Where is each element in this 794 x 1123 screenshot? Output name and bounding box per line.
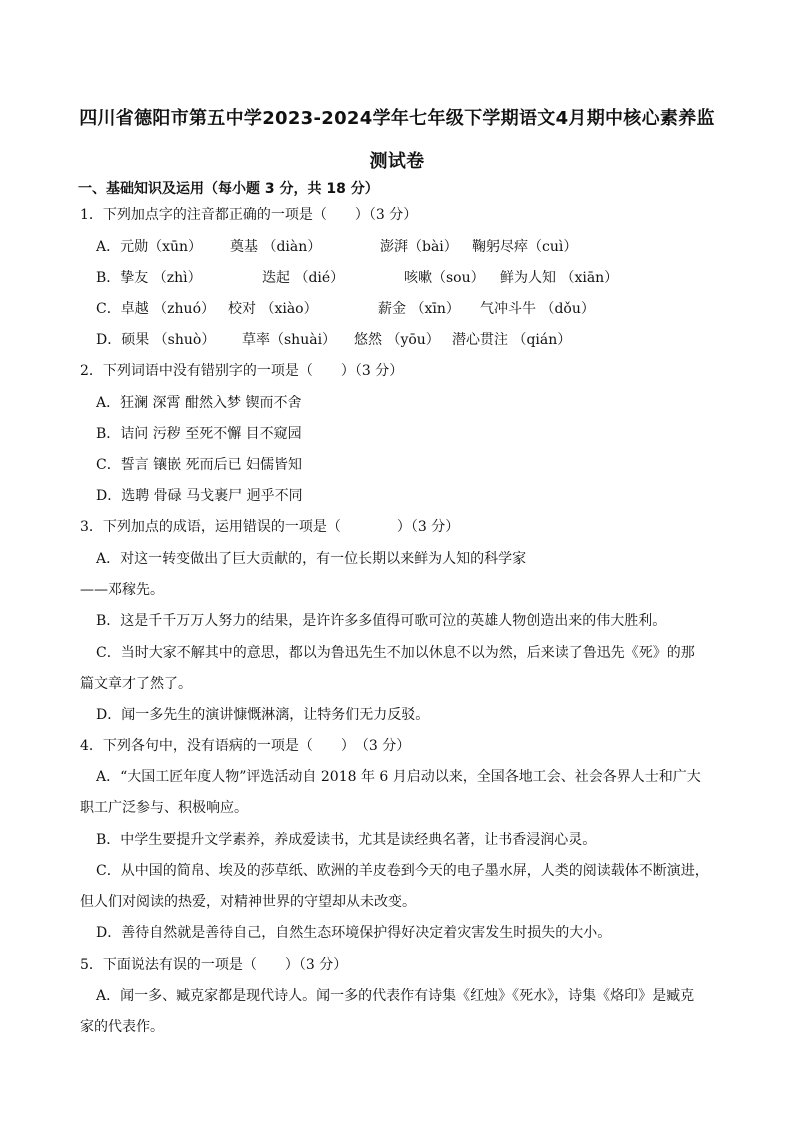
question-4-option-d: D．善待自然就是善待自己，自然生态环境保护得好决定着灾害发生时损失的大小。 (96, 925, 612, 941)
question-4-option-a: A．“大国工匠年度人物”评选活动自 2018 年 6 月启动以来，全国各地工会、社会各界人士和广大 (96, 769, 701, 785)
exam-title-line2: 测试卷 (369, 151, 425, 172)
question-5-option-a-cont: 家的代表作。 (80, 1019, 164, 1035)
option-term: 薪金 （xīn） (378, 301, 460, 317)
question-4-option-c: C．从中国的简帛、埃及的莎草纸、欧洲的羊皮卷到今天的电子墨水屏，人类的阅读载体不断演进， (96, 863, 709, 879)
question-1-option-b (96, 268, 716, 288)
question-2-option-d: D．选聘 骨碌 马戈裹尸 迥乎不同 (96, 488, 303, 504)
option-term: D．硕果 （shuò） (96, 332, 216, 348)
option-term: 草率（shuài） (242, 332, 337, 348)
option-term: C．卓越 （zhuó） (96, 301, 215, 317)
question-5-option-a: A．闻一多、臧克家都是现代诗人。闻一多的代表作有诗集《红烛》《死水》，诗集《烙印》是臧克 (96, 988, 695, 1004)
option-term: 鲜为人知 （xiān） (500, 270, 619, 286)
option-term: 校对 （xiào） (228, 301, 318, 317)
question-2-option-b: B．诘问 污秽 至死不懈 目不窥园 (96, 426, 302, 442)
question-2-option-a: A．狂澜 深霄 酣然入梦 锲而不舍 (96, 395, 302, 411)
question-4-stem: 4．下列各句中，没有语病的一项是（ ） （3 分） (80, 738, 411, 754)
option-term: 奠基 （diàn） (230, 239, 322, 255)
section-heading: 一、基础知识及运用（每小题 3 分，共 18 分） (78, 181, 379, 197)
question-2-stem: 2．下列词语中没有错别字的一项是（ ）（3 分） (80, 363, 404, 379)
question-5-stem: 5．下面说法有误的一项是（ ）（3 分） (80, 957, 348, 973)
option-term: B．挚友 （zhì） (96, 270, 202, 286)
option-term: 迭起 （dié） (262, 270, 345, 286)
option-term: 澎湃（bài） (380, 239, 458, 255)
question-3-option-a: A．对这一转变做出了巨大贡献的，有一位长期以来鲜为人知的科学家 (96, 551, 527, 567)
question-1-option-d (96, 330, 716, 350)
question-3-option-c-cont: 篇文章才了然了。 (80, 676, 192, 692)
question-3-option-c: C．当时大家不解其中的意思，都以为鲁迅先生不加以休息不以为然，后来读了鲁迅先《死》的那 (96, 645, 695, 661)
question-3-stem: 3．下列加点的成语，运用错误的一项是（ ）（3 分） (80, 519, 460, 535)
option-term: 鞠躬尽瘁（cuì） (472, 239, 578, 255)
question-3-option-d: D．闻一多先生的演讲慷慨淋漓，让特务们无力反驳。 (96, 707, 430, 723)
question-2-option-c: C．誓言 镶嵌 死而后已 妇儒皆知 (96, 457, 303, 473)
question-3-option-a-cont: ——邓稼先。 (80, 582, 164, 598)
option-term: 咳嗽（sou） (404, 270, 485, 286)
question-1-option-c (96, 299, 716, 319)
option-term: 潜心贯注 （qián） (452, 332, 572, 348)
question-1-option-a (96, 237, 716, 257)
option-term: 悠然 （yōu） (354, 332, 440, 348)
exam-title-line1: 四川省德阳市第五中学2023-2024学年七年级下学期语文4月期中核心素养监 (79, 108, 715, 129)
option-term: A．元勋（xūn） (96, 239, 203, 255)
question-1-stem: 1．下列加点字的注音都正确的一项是（ ）（3 分） (80, 207, 418, 223)
question-4-option-c-cont: 但人们对阅读的热爱，对精神世界的守望却从未改变。 (80, 894, 416, 910)
question-3-option-b: B．这是千千万万人努力的结果，是许许多多值得可歌可泣的英雄人物创造出来的伟大胜利。 (96, 613, 667, 629)
question-4-option-a-cont: 职工广泛参与、积极响应。 (80, 800, 248, 816)
option-term: 气冲斗牛 （dǒu） (480, 301, 595, 317)
question-4-option-b: B．中学生要提升文学素养，养成爱读书，尤其是读经典名著，让书香浸润心灵。 (96, 832, 597, 848)
